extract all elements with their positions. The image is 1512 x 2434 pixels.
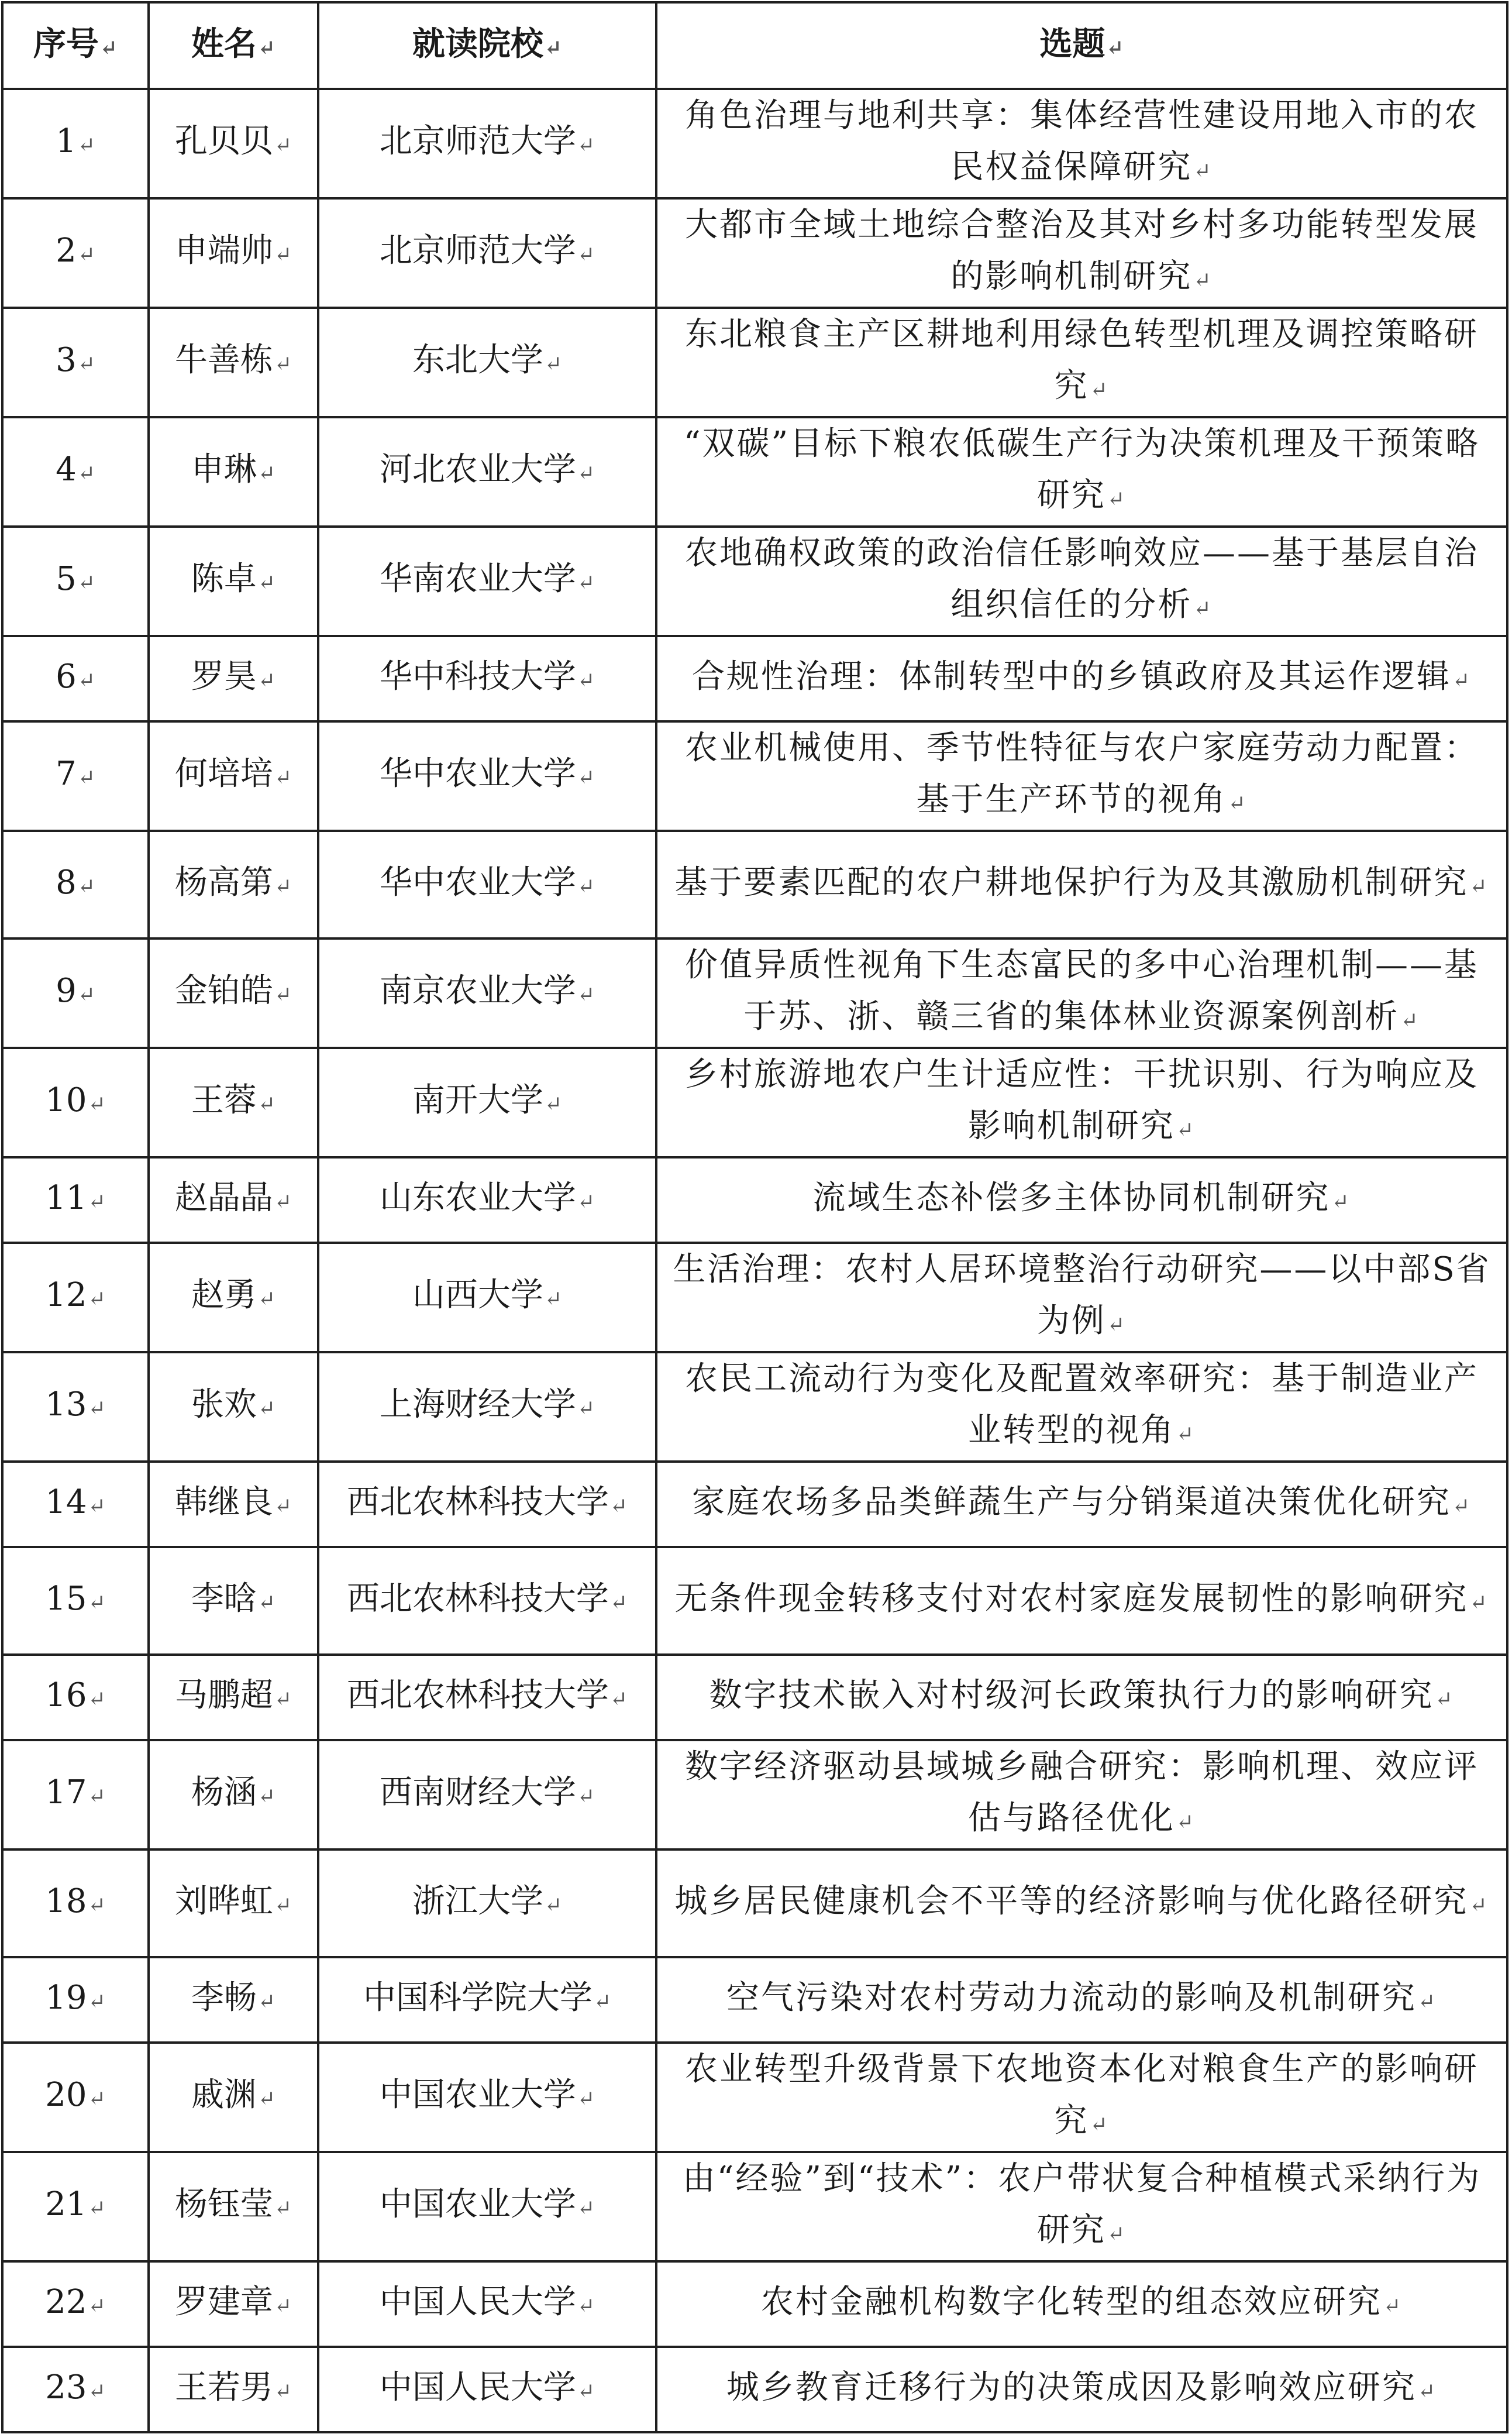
cell-name: 申端帅↵ [149,198,318,308]
cell-no-text: 21 [45,2185,87,2223]
cell-school-text: 北京师范大学 [379,232,576,270]
table-row [2,831,1507,938]
cell-topic-text: 无条件现金转移支付对农村家庭发展韧性的影响研究 [674,1579,1469,1618]
cell-no: 6↵ [2,636,149,721]
cell-name-text: 陈卓 [191,560,257,598]
cell-school: 中国科学院大学↵ [318,1957,656,2043]
cell-name: 申琳↵ [149,417,318,527]
cell-topic-text: 流域生态补偿多主体协同机制研究 [812,1178,1331,1217]
table-row [2,89,1507,198]
cell-topic-text: 数字经济驱动县域城乡融合研究：影响机理、效应评估与路径优化 [685,1748,1479,1837]
cell-no-text: 11 [45,1178,87,1217]
cell-name-text: 杨涵 [191,1773,257,1811]
cell-school-text: 西北农林科技大学 [346,1579,609,1618]
cell-name-text: 马鹏超 [174,1676,273,1714]
table-row [2,2043,1507,2152]
cell-school: 中国农业大学↵ [318,2043,656,2152]
cell-no: 19↵ [2,1957,149,2043]
cell-school-text: 华南农业大学 [379,560,576,598]
cell-school-text: 东北大学 [412,341,543,379]
table-row [2,2152,1507,2261]
cell-topic: 无条件现金转移支付对农村家庭发展韧性的影响研究↵ [656,1547,1507,1655]
cell-no-text: 1 [56,122,77,160]
cell-topic-text: 由“经验”到“技术”：农户带状复合种植模式采纳行为研究 [682,2160,1482,2249]
table-row [2,2261,1507,2347]
cell-school-text: 山东农业大学 [379,1178,576,1217]
cell-school-text: 山西大学 [412,1276,543,1314]
cell-name: 杨高第↵ [149,831,318,938]
cell-no-text: 2 [56,232,77,270]
cell-school: 北京师范大学↵ [318,89,656,198]
cell-name: 陈卓↵ [149,527,318,636]
table-row [2,1157,1507,1243]
cell-school-text: 上海财经大学 [379,1386,576,1424]
cell-topic-text: 角色治理与地利共享：集体经营性建设用地入市的农民权益保障研究 [685,97,1479,186]
cell-no: 20↵ [2,2043,149,2152]
cell-school: 华中农业大学↵ [318,831,656,938]
cell-name: 金铂皓↵ [149,938,318,1048]
table-row [2,1048,1507,1157]
cell-school: 西北农林科技大学↵ [318,1462,656,1547]
header-row [2,2,1507,89]
cell-topic-text: 城乡居民健康机会不平等的经济影响与优化路径研究 [674,1882,1469,1920]
cell-school-text: 华中农业大学 [379,755,576,793]
cell-topic: 东北粮食主产区耕地利用绿色转型机理及调控策略研究↵ [656,308,1507,417]
cell-topic-text: 大都市全域土地综合整治及其对乡村多功能转型发展的影响机制研究 [685,206,1479,295]
cell-topic: 流域生态补偿多主体协同机制研究↵ [656,1157,1507,1243]
cell-name-text: 张欢 [191,1386,257,1424]
cell-school: 中国农业大学↵ [318,2152,656,2261]
cell-topic: 由“经验”到“技术”：农户带状复合种植模式采纳行为研究↵ [656,2152,1507,2261]
cell-name: 何培培↵ [149,721,318,831]
cell-name: 孔贝贝↵ [149,89,318,198]
cell-no: 4↵ [2,417,149,527]
cell-school-text: 中国农业大学 [379,2185,576,2223]
cell-name: 王若男↵ [149,2347,318,2432]
cell-name: 李晗↵ [149,1547,318,1655]
cell-school-text: 中国人民大学 [379,2368,576,2407]
cell-school: 中国人民大学↵ [318,2261,656,2347]
cell-name-text: 杨钰莹 [174,2185,273,2223]
cell-no-text: 4 [56,451,77,489]
table-row [2,527,1507,636]
cell-school-text: 南京农业大学 [379,972,576,1010]
header-name: 姓名↵ [149,2,318,89]
cell-no-text: 3 [56,341,77,379]
cell-name-text: 赵勇 [191,1276,257,1314]
cell-topic: 乡村旅游地农户生计适应性：干扰识别、行为响应及影响机制研究↵ [656,1048,1507,1157]
cell-no: 18↵ [2,1849,149,1957]
cell-name-text: 申琳 [191,451,257,489]
cell-name: 赵勇↵ [149,1243,318,1352]
cell-name-text: 李畅 [191,1978,257,2017]
cell-topic: “双碳”目标下粮农低碳生产行为决策机理及干预策略研究↵ [656,417,1507,527]
table-row [2,198,1507,308]
cell-school-text: 华中科技大学 [379,657,576,696]
cell-no: 10↵ [2,1048,149,1157]
table-row [2,1462,1507,1547]
cell-no-text: 22 [45,2282,87,2321]
cell-school: 东北大学↵ [318,308,656,417]
cell-school: 西南财经大学↵ [318,1740,656,1849]
cell-no: 3↵ [2,308,149,417]
table-row [2,308,1507,417]
cell-name: 罗建章↵ [149,2261,318,2347]
cell-no: 16↵ [2,1655,149,1740]
header-school: 就读院校↵ [318,2,656,89]
cell-school: 上海财经大学↵ [318,1352,656,1462]
cell-school: 河北农业大学↵ [318,417,656,527]
cell-school: 西北农林科技大学↵ [318,1547,656,1655]
table-row [2,417,1507,527]
cell-no: 9↵ [2,938,149,1048]
table-row [2,1547,1507,1655]
cell-school: 西北农林科技大学↵ [318,1655,656,1740]
cell-no-text: 13 [45,1386,87,1424]
cell-name: 张欢↵ [149,1352,318,1462]
cell-school: 南开大学↵ [318,1048,656,1157]
cell-no-text: 12 [45,1276,87,1314]
cell-no: 22↵ [2,2261,149,2347]
cell-no: 23↵ [2,2347,149,2432]
table-row [2,1352,1507,1462]
cell-school-text: 西南财经大学 [379,1773,576,1811]
cell-name: 罗昊↵ [149,636,318,721]
cell-no-text: 7 [56,755,77,793]
cell-name: 李畅↵ [149,1957,318,2043]
table-row [2,721,1507,831]
cell-name: 马鹏超↵ [149,1655,318,1740]
cell-name: 刘晔虹↵ [149,1849,318,1957]
cell-name: 王蓉↵ [149,1048,318,1157]
cell-school-text: 中国农业大学 [379,2076,576,2114]
table-row [2,636,1507,721]
cell-no: 1↵ [2,89,149,198]
cell-topic-text: 数字技术嵌入对村级河长政策执行力的影响研究 [709,1676,1434,1714]
cell-topic: 空气污染对农村劳动力流动的影响及机制研究↵ [656,1957,1507,2043]
cell-no: 7↵ [2,721,149,831]
cell-topic-text: 合规性治理：体制转型中的乡镇政府及其运作逻辑 [691,657,1451,696]
table-row [2,2347,1507,2432]
cell-school: 华中农业大学↵ [318,721,656,831]
cell-topic: 数字经济驱动县域城乡融合研究：影响机理、效应评估与路径优化↵ [656,1740,1507,1849]
cell-topic: 合规性治理：体制转型中的乡镇政府及其运作逻辑↵ [656,636,1507,721]
cell-name: 杨钰莹↵ [149,2152,318,2261]
table-row [2,938,1507,1048]
cell-topic: 基于要素匹配的农户耕地保护行为及其激励机制研究↵ [656,831,1507,938]
cell-topic: 数字技术嵌入对村级河长政策执行力的影响研究↵ [656,1655,1507,1740]
cell-no-text: 10 [45,1081,87,1119]
cell-school-text: 北京师范大学 [379,122,576,160]
cell-name-text: 杨高第 [174,863,273,902]
cell-topic: 农地确权政策的政治信任影响效应——基于基层自治组织信任的分析↵ [656,527,1507,636]
cell-no: 12↵ [2,1243,149,1352]
cell-no: 15↵ [2,1547,149,1655]
cell-topic-text: 基于要素匹配的农户耕地保护行为及其激励机制研究 [674,863,1469,902]
cell-school: 浙江大学↵ [318,1849,656,1957]
cell-topic: 角色治理与地利共享：集体经营性建设用地入市的农民权益保障研究↵ [656,89,1507,198]
cell-topic-text: 农地确权政策的政治信任影响效应——基于基层自治组织信任的分析 [685,534,1479,624]
cell-name-text: 王若男 [174,2368,273,2407]
cell-topic-text: 生活治理：农村人居环境整治行动研究——以中部S省为例 [673,1250,1491,1340]
cell-topic: 农村金融机构数字化转型的组态效应研究↵ [656,2261,1507,2347]
cell-name-text: 韩继良 [174,1483,273,1521]
cell-no-text: 18 [45,1882,87,1920]
cell-topic-text: 农村金融机构数字化转型的组态效应研究 [760,2282,1382,2321]
cell-name-text: 牛善栋 [174,341,273,379]
cell-topic: 城乡教育迁移行为的决策成因及影响效应研究↵ [656,2347,1507,2432]
cell-school-text: 西北农林科技大学 [346,1483,609,1521]
cell-no: 14↵ [2,1462,149,1547]
cell-topic-text: “双碳”目标下粮农低碳生产行为决策机理及干预策略研究 [683,425,1480,514]
cell-school-text: 浙江大学 [412,1882,543,1920]
cell-no: 5↵ [2,527,149,636]
cell-school: 华南农业大学↵ [318,527,656,636]
table-row [2,1655,1507,1740]
header-no: 序号↵ [2,2,149,89]
cell-school-text: 西北农林科技大学 [346,1676,609,1714]
table-row [2,1243,1507,1352]
cell-no-text: 19 [45,1978,87,2017]
cell-topic-text: 农业机械使用、季节性特征与农户家庭劳动力配置：基于生产环节的视角 [685,729,1479,819]
cell-no: 2↵ [2,198,149,308]
header-no-text: 序号 [33,24,99,63]
header-school-text: 就读院校 [412,24,543,63]
cell-topic-text: 农民工流动行为变化及配置效率研究：基于制造业产业转型的视角 [685,1360,1479,1449]
cell-no-text: 8 [56,863,77,902]
header-topic-text: 选题 [1039,24,1105,63]
cell-topic: 价值异质性视角下生态富民的多中心治理机制——基于苏、浙、赣三省的集体林业资源案例剖析↵ [656,938,1507,1048]
cell-no: 13↵ [2,1352,149,1462]
cell-school-text: 华中农业大学 [379,863,576,902]
cell-no: 8↵ [2,831,149,938]
cell-school: 山西大学↵ [318,1243,656,1352]
cell-no: 17↵ [2,1740,149,1849]
cell-no: 11↵ [2,1157,149,1243]
cell-school-text: 中国科学院大学 [363,1978,593,2017]
cell-no-text: 9 [56,972,77,1010]
cell-school: 山东农业大学↵ [318,1157,656,1243]
cell-topic: 城乡居民健康机会不平等的经济影响与优化路径研究↵ [656,1849,1507,1957]
cell-no-text: 17 [45,1773,87,1811]
cell-topic: 农业机械使用、季节性特征与农户家庭劳动力配置：基于生产环节的视角↵ [656,721,1507,831]
cell-school: 中国人民大学↵ [318,2347,656,2432]
cell-school: 南京农业大学↵ [318,938,656,1048]
cell-name-text: 何培培 [174,755,273,793]
cell-name: 赵晶晶↵ [149,1157,318,1243]
cell-no-text: 14 [45,1483,87,1521]
table-row [2,1957,1507,2043]
cell-name-text: 王蓉 [191,1081,257,1119]
cell-school: 华中科技大学↵ [318,636,656,721]
cell-no-text: 16 [45,1676,87,1714]
table-row [2,1849,1507,1957]
cell-name: 戚渊↵ [149,2043,318,2152]
cell-name-text: 刘晔虹 [174,1882,273,1920]
cell-name-text: 金铂皓 [174,972,273,1010]
cell-school-text: 南开大学 [412,1081,543,1119]
cell-school-text: 河北农业大学 [379,451,576,489]
cell-no-text: 5 [56,560,77,598]
cell-topic-text: 乡村旅游地农户生计适应性：干扰识别、行为响应及影响机制研究 [685,1056,1479,1145]
cell-school: 北京师范大学↵ [318,198,656,308]
cell-topic-text: 空气污染对农村劳动力流动的影响及机制研究 [726,1978,1417,2017]
cell-name-text: 孔贝贝 [174,122,273,160]
cell-topic-text: 农业转型升级背景下农地资本化对粮食生产的影响研究 [685,2050,1479,2140]
cell-topic-text: 城乡教育迁移行为的决策成因及影响效应研究 [726,2368,1417,2407]
cell-topic: 生活治理：农村人居环境整治行动研究——以中部S省为例↵ [656,1243,1507,1352]
cell-topic-text: 价值异质性视角下生态富民的多中心治理机制——基于苏、浙、赣三省的集体林业资源案例剖析 [685,946,1479,1036]
header-name-text: 姓名 [191,24,257,63]
table-row [2,1740,1507,1849]
cell-no-text: 20 [45,2076,87,2114]
cell-topic: 农业转型升级背景下农地资本化对粮食生产的影响研究↵ [656,2043,1507,2152]
cell-no: 21↵ [2,2152,149,2261]
cell-topic: 农民工流动行为变化及配置效率研究：基于制造业产业转型的视角↵ [656,1352,1507,1462]
cell-no-text: 6 [56,657,77,696]
header-topic: 选题↵ [656,2,1507,89]
roster-table [1,1,1508,2433]
cell-name: 韩继良↵ [149,1462,318,1547]
cell-topic-text: 东北粮食主产区耕地利用绿色转型机理及调控策略研究 [685,315,1479,405]
cell-name-text: 戚渊 [191,2076,257,2114]
cell-name-text: 李晗 [191,1579,257,1618]
cell-name: 杨涵↵ [149,1740,318,1849]
cell-name-text: 申端帅 [174,232,273,270]
cell-topic: 大都市全域土地综合整治及其对乡村多功能转型发展的影响机制研究↵ [656,198,1507,308]
cell-no-text: 15 [45,1579,87,1618]
cell-topic: 家庭农场多品类鲜蔬生产与分销渠道决策优化研究↵ [656,1462,1507,1547]
roster-body [2,89,1507,2432]
cell-school-text: 中国人民大学 [379,2282,576,2321]
cell-no-text: 23 [45,2368,87,2407]
cell-name-text: 罗昊 [191,657,257,696]
cell-name: 牛善栋↵ [149,308,318,417]
cell-topic-text: 家庭农场多品类鲜蔬生产与分销渠道决策优化研究 [691,1483,1451,1521]
cell-name-text: 赵晶晶 [174,1178,273,1217]
cell-name-text: 罗建章 [174,2282,273,2321]
